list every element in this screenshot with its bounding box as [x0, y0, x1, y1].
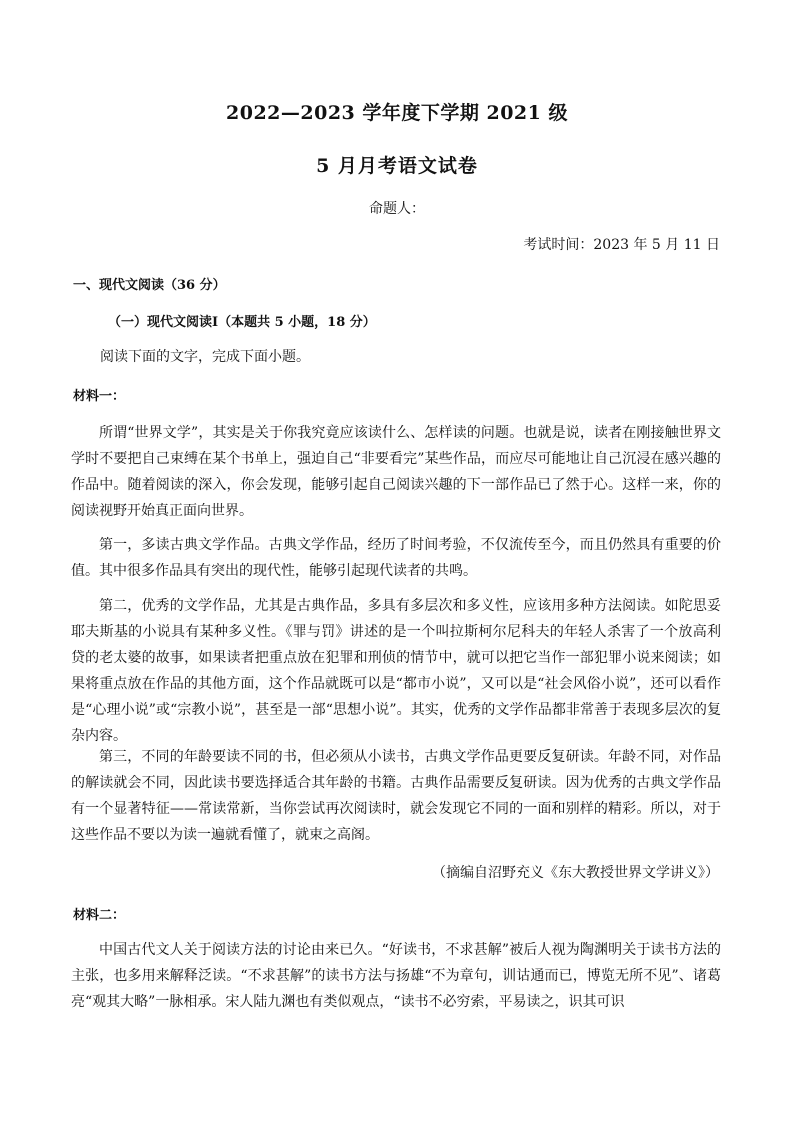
- material2-paragraph: 中国古代文人关于阅读方法的讨论由来已久。“好读书，不求甚解”被后人视为陶渊明关于读书方法的主张，也多用来解释泛读。“不求甚解”的读书方法与扬雄“不为章句，训诂通而已，博览无所不见”、诸葛亮“观其大略”一脉相承。宋人陆九渊也有类似观点，“读书不必穷索，平易读之，识其可识: [71, 942, 721, 1010]
- subsection-heading: （一）现代文阅读Ⅰ（本题共 5 小题，18 分）: [108, 315, 376, 330]
- reading-instruction: 阅读下面的文字，完成下面小题。: [100, 349, 310, 365]
- section-heading: 一、现代文阅读（36 分）: [73, 278, 226, 293]
- exam-title-line2: 5 月月考语文试卷: [316, 155, 478, 177]
- material1-paragraph: 第三，不同的年龄要读不同的书，但必须从小读书，古典文学作品更要反复研读。年龄不同，对作品的解读就会不同，因此读书要选择适合其年龄的书籍。古典作品需要反复研读。因为优秀的古典文学作品有一个显著特征——常读常新，当你尝试再次阅读时，就会发现它不同的一面和别样的精彩。所以，对于这些作品不要以为读一遍就看懂了，就束之高阁。: [71, 749, 721, 843]
- material1-paragraph: 第二，优秀的文学作品，尤其是古典作品，多具有多层次和多义性，应该用多种方法阅读。如陀思妥耶夫斯基的小说具有某种多义性。《罪与罚》讲述的是一个叫拉斯柯尔尼科夫的年轻人杀害了一个放高利贷的老太婆的故事，如果读者把重点放在犯罪和刑侦的情节中，就可以把它当作一部犯罪小说来阅读；如果将重点放在作品的其他方面，这个作品就既可以是“都市小说”，又可以是“社会风俗小说”，还可以看作是“心理小说”或“宗教小说”，甚至是一部“思想小说”。其实，优秀的文学作品都非常善于表现多层次的复杂内容。: [71, 598, 721, 744]
- material1-paragraph: 所谓“世界文学”，其实是关于你我究竟应该读什么、怎样读的问题。也就是说，读者在刚接触世界文学时不要把自己束缚在某个书单上，强迫自己“非要看完”某些作品，而应尽可能地让自己沉浸在感兴趣的作品中。随着阅读的深入，你会发现，能够引起自己阅读兴趣的下一部作品已了然于心。这样一来，你的阅读视野开始真正面向世界。: [71, 425, 721, 519]
- material2-label: 材料二：: [73, 908, 126, 923]
- material1-source: （摘编自沼野充义《东大教授世界文学讲义》）: [432, 865, 719, 881]
- exam-time: 考试时间：2023 年 5 月 11 日: [523, 237, 720, 253]
- author-label: 命题人：: [369, 201, 425, 217]
- exam-title-line1: 2022—2023 学年度下学期 2021 级: [226, 102, 568, 124]
- material1-paragraph: 第一，多读古典文学作品。古典文学作品，经历了时间考验，不仅流传至今，而且仍然具有重要的价值。其中很多作品具有突出的现代性，能够引起现代读者的共鸣。: [71, 537, 721, 579]
- material1-label: 材料一：: [73, 389, 126, 404]
